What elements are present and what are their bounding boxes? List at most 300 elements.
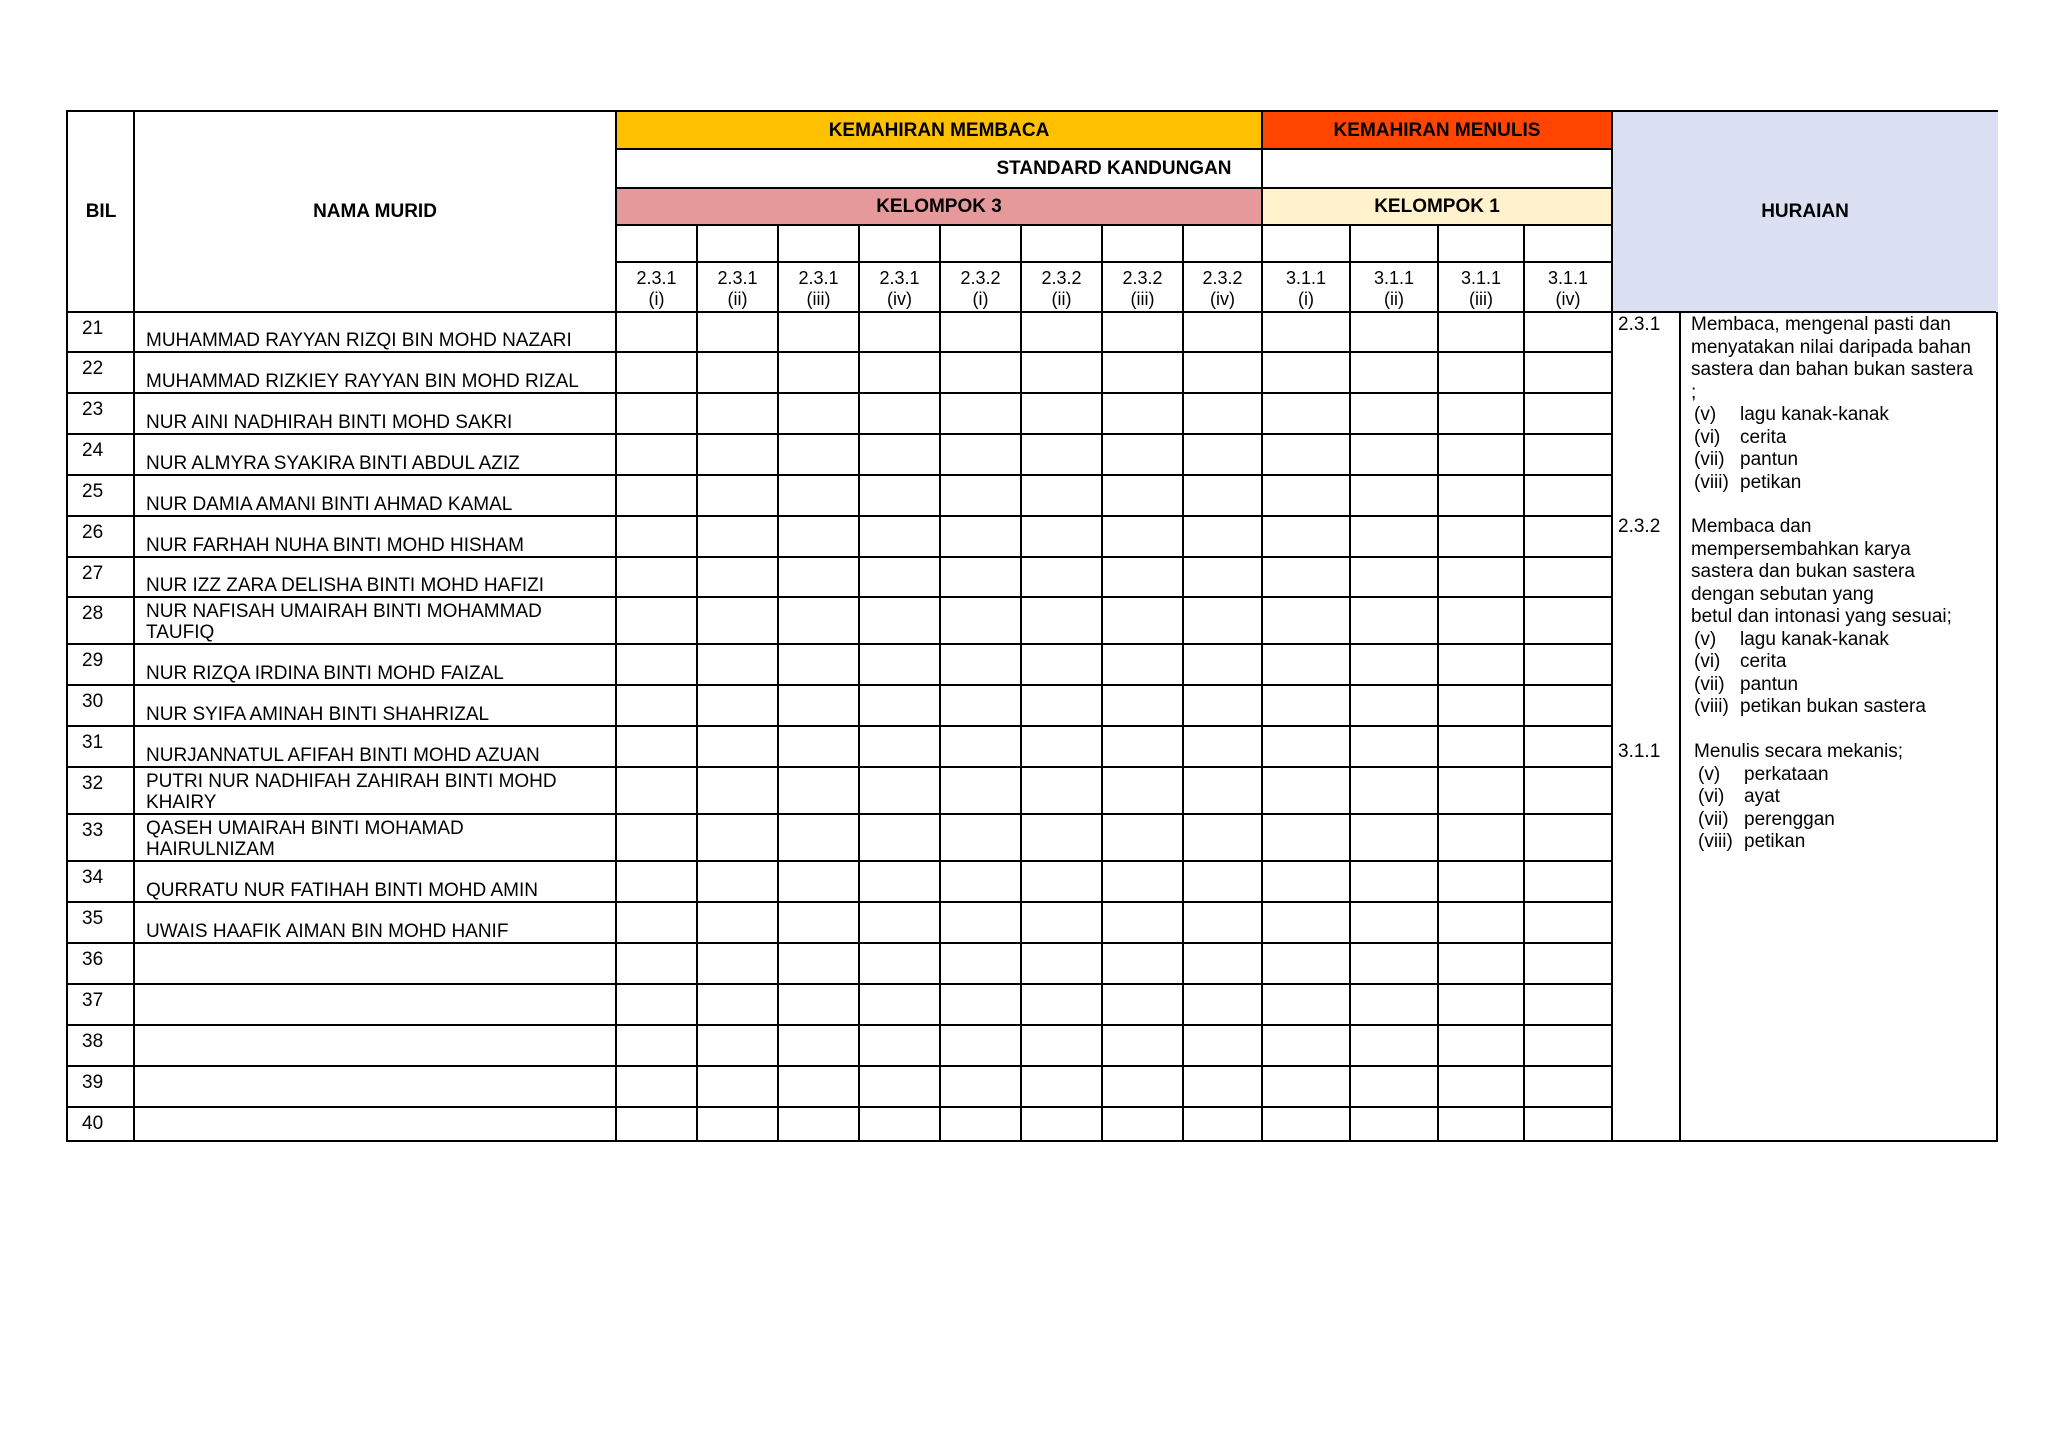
grid-line bbox=[68, 725, 1612, 727]
mark-cell[interactable] bbox=[1438, 1025, 1524, 1066]
mark-cell[interactable] bbox=[616, 861, 697, 902]
mark-cell[interactable] bbox=[1183, 1025, 1262, 1066]
mark-cell[interactable] bbox=[1438, 767, 1524, 814]
huraian-item-text: petikan bukan sastera bbox=[1740, 696, 1926, 717]
mark-cell[interactable] bbox=[778, 352, 859, 393]
student-name bbox=[146, 1066, 586, 1107]
mark-cell[interactable] bbox=[778, 312, 859, 352]
mark-cell[interactable] bbox=[778, 902, 859, 943]
mark-cell[interactable] bbox=[1262, 726, 1350, 767]
mark-cell[interactable] bbox=[1021, 1066, 1102, 1107]
mark-cell[interactable] bbox=[1183, 597, 1262, 644]
mark-cell[interactable] bbox=[1438, 434, 1524, 475]
mark-cell[interactable] bbox=[859, 434, 940, 475]
skill-column-header bbox=[1102, 262, 1183, 312]
mark-cell[interactable] bbox=[1102, 352, 1183, 393]
mark-cell[interactable] bbox=[1021, 516, 1102, 557]
mark-cell[interactable] bbox=[697, 644, 778, 685]
mark-cell[interactable] bbox=[940, 312, 1021, 352]
mark-cell[interactable] bbox=[1438, 1066, 1524, 1107]
mark-cell[interactable] bbox=[778, 557, 859, 597]
mark-cell[interactable] bbox=[1350, 434, 1438, 475]
mark-cell[interactable] bbox=[1262, 814, 1350, 861]
mark-cell[interactable] bbox=[859, 393, 940, 434]
mark-cell[interactable] bbox=[616, 393, 697, 434]
huraian-item-number: (vi) bbox=[1698, 786, 1725, 807]
mark-cell[interactable] bbox=[859, 767, 940, 814]
mark-cell[interactable] bbox=[859, 814, 940, 861]
mark-cell[interactable] bbox=[1183, 393, 1262, 434]
mark-cell[interactable] bbox=[778, 597, 859, 644]
skill-sub: (i) bbox=[972, 289, 989, 309]
mark-cell[interactable] bbox=[616, 516, 697, 557]
mark-cell[interactable] bbox=[1524, 1025, 1612, 1066]
mark-cell[interactable] bbox=[1262, 943, 1350, 984]
grid-line bbox=[68, 766, 1612, 768]
mark-cell[interactable] bbox=[697, 902, 778, 943]
mark-cell[interactable] bbox=[616, 943, 697, 984]
skill-code: 3.1.1 bbox=[1547, 268, 1589, 288]
mark-cell[interactable] bbox=[1262, 902, 1350, 943]
mark-cell[interactable] bbox=[1438, 597, 1524, 644]
mark-cell[interactable] bbox=[940, 1107, 1021, 1142]
mark-cell[interactable] bbox=[1102, 984, 1183, 1025]
mark-cell[interactable] bbox=[1021, 557, 1102, 597]
mark-cell[interactable] bbox=[940, 557, 1021, 597]
mark-cell[interactable] bbox=[1021, 685, 1102, 726]
mark-cell[interactable] bbox=[1021, 1025, 1102, 1066]
mark-cell[interactable] bbox=[1183, 902, 1262, 943]
mark-cell[interactable] bbox=[1350, 557, 1438, 597]
mark-cell[interactable] bbox=[616, 434, 697, 475]
huraian-text: menyatakan nilai daripada bahan bbox=[1691, 336, 1971, 358]
grid-line bbox=[68, 515, 1612, 517]
mark-cell[interactable] bbox=[1350, 943, 1438, 984]
mark-cell[interactable] bbox=[1102, 557, 1183, 597]
mark-cell[interactable] bbox=[1021, 861, 1102, 902]
huraian-item-number: (v) bbox=[1694, 404, 1717, 425]
skill-code: 2.3.2 bbox=[960, 268, 1001, 288]
mark-cell[interactable] bbox=[940, 943, 1021, 984]
mark-cell[interactable] bbox=[1102, 767, 1183, 814]
mark-cell[interactable] bbox=[1262, 475, 1350, 516]
mark-cell[interactable] bbox=[1438, 475, 1524, 516]
mark-cell[interactable] bbox=[1350, 902, 1438, 943]
mark-cell[interactable] bbox=[697, 1107, 778, 1142]
mark-cell[interactable] bbox=[1438, 312, 1524, 352]
skill-sub: (i) bbox=[1297, 289, 1314, 309]
mark-cell[interactable] bbox=[697, 814, 778, 861]
mark-cell[interactable] bbox=[940, 597, 1021, 644]
grid-line bbox=[696, 225, 698, 1140]
grid-line bbox=[616, 148, 1612, 150]
mark-cell[interactable] bbox=[859, 1107, 940, 1142]
mark-cell[interactable] bbox=[1183, 312, 1262, 352]
mark-cell[interactable] bbox=[1262, 644, 1350, 685]
mark-cell[interactable] bbox=[1021, 902, 1102, 943]
mark-cell[interactable] bbox=[940, 644, 1021, 685]
mark-cell[interactable] bbox=[1262, 1025, 1350, 1066]
mark-cell[interactable] bbox=[1262, 516, 1350, 557]
skill-column-header bbox=[697, 262, 778, 312]
mark-cell[interactable] bbox=[1524, 352, 1612, 393]
mark-cell[interactable] bbox=[1102, 1025, 1183, 1066]
mark-cell[interactable] bbox=[1183, 767, 1262, 814]
mark-cell[interactable] bbox=[940, 726, 1021, 767]
mark-cell[interactable] bbox=[1021, 312, 1102, 352]
huraian-item-number: (viii) bbox=[1694, 471, 1729, 493]
mark-cell[interactable] bbox=[697, 516, 778, 557]
huraian-item-number: (v) bbox=[1694, 628, 1717, 650]
mark-cell[interactable] bbox=[1183, 557, 1262, 597]
mark-cell[interactable] bbox=[1021, 475, 1102, 516]
mark-cell[interactable] bbox=[940, 1066, 1021, 1107]
mark-cell[interactable] bbox=[1524, 861, 1612, 902]
row-number: 39 bbox=[82, 1072, 104, 1093]
mark-cell[interactable] bbox=[1438, 726, 1524, 767]
mark-cell[interactable] bbox=[1438, 644, 1524, 685]
row-number: 25 bbox=[82, 481, 104, 502]
mark-cell[interactable] bbox=[1183, 943, 1262, 984]
mark-cell[interactable] bbox=[616, 685, 697, 726]
mark-cell[interactable] bbox=[940, 861, 1021, 902]
mark-cell[interactable] bbox=[1350, 352, 1438, 393]
mark-cell[interactable] bbox=[778, 767, 859, 814]
mark-cell[interactable] bbox=[1102, 597, 1183, 644]
mark-cell[interactable] bbox=[1438, 1107, 1524, 1142]
mark-cell[interactable] bbox=[778, 434, 859, 475]
mark-cell[interactable] bbox=[1524, 434, 1612, 475]
mark-cell[interactable] bbox=[1350, 1066, 1438, 1107]
mark-cell[interactable] bbox=[1262, 312, 1350, 352]
mark-cell[interactable] bbox=[1183, 644, 1262, 685]
mark-cell[interactable] bbox=[1524, 685, 1612, 726]
mark-cell[interactable] bbox=[859, 984, 940, 1025]
huraian-text: mempersembahkan karya bbox=[1691, 538, 1911, 560]
mark-cell[interactable] bbox=[1262, 434, 1350, 475]
mark-cell[interactable] bbox=[1524, 475, 1612, 516]
mark-cell[interactable] bbox=[616, 726, 697, 767]
mark-cell[interactable] bbox=[1350, 861, 1438, 902]
row-number: 23 bbox=[82, 399, 104, 420]
mark-cell[interactable] bbox=[1350, 984, 1438, 1025]
grid-line bbox=[133, 112, 135, 1140]
mark-cell[interactable] bbox=[1262, 557, 1350, 597]
mark-cell[interactable] bbox=[1438, 557, 1524, 597]
mark-cell[interactable] bbox=[697, 434, 778, 475]
skill-code: 2.3.1 bbox=[879, 268, 920, 288]
mark-cell[interactable] bbox=[778, 475, 859, 516]
grid-line bbox=[1679, 312, 1681, 1140]
mark-cell[interactable] bbox=[1102, 685, 1183, 726]
mark-cell[interactable] bbox=[940, 516, 1021, 557]
mark-cell[interactable] bbox=[778, 685, 859, 726]
mark-cell[interactable] bbox=[940, 393, 1021, 434]
mark-cell[interactable] bbox=[616, 984, 697, 1025]
huraian-item-text: ayat bbox=[1744, 786, 1780, 807]
mark-cell[interactable] bbox=[1350, 1025, 1438, 1066]
mark-cell[interactable] bbox=[859, 516, 940, 557]
mark-cell[interactable] bbox=[778, 984, 859, 1025]
mark-cell[interactable] bbox=[859, 726, 940, 767]
mark-cell[interactable] bbox=[1102, 644, 1183, 685]
mark-cell[interactable] bbox=[1183, 861, 1262, 902]
mark-cell[interactable] bbox=[697, 1066, 778, 1107]
mark-cell[interactable] bbox=[1350, 685, 1438, 726]
mark-cell[interactable] bbox=[697, 312, 778, 352]
mark-cell[interactable] bbox=[616, 767, 697, 814]
mark-cell[interactable] bbox=[616, 352, 697, 393]
row-number: 35 bbox=[82, 908, 104, 929]
mark-cell[interactable] bbox=[1524, 557, 1612, 597]
skill-sub: (i) bbox=[648, 289, 665, 309]
mark-cell[interactable] bbox=[1524, 644, 1612, 685]
mark-cell[interactable] bbox=[1021, 984, 1102, 1025]
kelompok-1-header: KELOMPOK 1 bbox=[1262, 188, 1612, 225]
mark-cell[interactable] bbox=[1021, 393, 1102, 434]
mark-cell[interactable] bbox=[1438, 861, 1524, 902]
grid-line bbox=[615, 112, 617, 1140]
mark-cell[interactable] bbox=[1102, 902, 1183, 943]
mark-cell[interactable] bbox=[616, 902, 697, 943]
mark-cell[interactable] bbox=[778, 1066, 859, 1107]
huraian-item-text: perkataan bbox=[1744, 763, 1829, 785]
row-number: 22 bbox=[82, 358, 104, 379]
mark-cell[interactable] bbox=[697, 475, 778, 516]
mark-cell[interactable] bbox=[1021, 814, 1102, 861]
student-name: NUR AINI NADHIRAH BINTI MOHD SAKRI bbox=[146, 412, 513, 433]
mark-cell[interactable] bbox=[1021, 352, 1102, 393]
grid-line bbox=[68, 1106, 1612, 1108]
mark-cell[interactable] bbox=[616, 597, 697, 644]
mark-cell[interactable] bbox=[697, 984, 778, 1025]
mark-cell[interactable] bbox=[1438, 984, 1524, 1025]
mark-cell[interactable] bbox=[697, 352, 778, 393]
student-name: QURRATU NUR FATIHAH BINTI MOHD AMIN bbox=[146, 880, 538, 901]
mark-cell[interactable] bbox=[1262, 1107, 1350, 1142]
mark-cell[interactable] bbox=[616, 312, 697, 352]
skill-code: 2.3.2 bbox=[1122, 268, 1163, 288]
mark-cell[interactable] bbox=[1350, 644, 1438, 685]
mark-cell[interactable] bbox=[859, 557, 940, 597]
mark-cell[interactable] bbox=[1183, 516, 1262, 557]
mark-cell[interactable] bbox=[1102, 726, 1183, 767]
skill-sub: (ii) bbox=[1051, 289, 1072, 309]
mark-cell[interactable] bbox=[1183, 434, 1262, 475]
mark-cell[interactable] bbox=[940, 475, 1021, 516]
mark-cell[interactable] bbox=[940, 902, 1021, 943]
mark-cell[interactable] bbox=[1262, 767, 1350, 814]
mark-cell[interactable] bbox=[940, 984, 1021, 1025]
mark-cell[interactable] bbox=[940, 352, 1021, 393]
mark-cell[interactable] bbox=[1183, 984, 1262, 1025]
mark-cell[interactable] bbox=[616, 475, 697, 516]
mark-cell[interactable] bbox=[940, 814, 1021, 861]
mark-cell[interactable] bbox=[859, 475, 940, 516]
mark-cell[interactable] bbox=[1350, 393, 1438, 434]
student-name: UWAIS HAAFIK AIMAN BIN MOHD HANIF bbox=[146, 921, 509, 942]
row-number: 38 bbox=[82, 1031, 104, 1052]
mark-cell[interactable] bbox=[616, 557, 697, 597]
mark-cell[interactable] bbox=[1183, 475, 1262, 516]
mark-cell[interactable] bbox=[1102, 943, 1183, 984]
mark-cell[interactable] bbox=[697, 557, 778, 597]
mark-cell[interactable] bbox=[697, 685, 778, 726]
grid-line bbox=[68, 351, 1612, 353]
mark-cell[interactable] bbox=[778, 814, 859, 861]
mark-cell[interactable] bbox=[1021, 597, 1102, 644]
mark-cell[interactable] bbox=[1262, 352, 1350, 393]
grid-line bbox=[68, 942, 1612, 944]
mark-cell[interactable] bbox=[616, 1025, 697, 1066]
skill-sub: (ii) bbox=[727, 289, 748, 309]
mark-cell[interactable] bbox=[778, 1025, 859, 1066]
mark-cell[interactable] bbox=[1350, 597, 1438, 644]
mark-cell[interactable] bbox=[1102, 312, 1183, 352]
mark-cell[interactable] bbox=[1183, 1107, 1262, 1142]
huraian-text: sastera dan bahan bukan sastera bbox=[1691, 359, 1974, 380]
grid-line bbox=[1020, 225, 1022, 1140]
mark-cell[interactable] bbox=[940, 1025, 1021, 1066]
row-number: 37 bbox=[82, 990, 104, 1011]
mark-cell[interactable] bbox=[1102, 475, 1183, 516]
student-name: NUR FARHAH NUHA BINTI MOHD HISHAM bbox=[146, 535, 524, 556]
mark-cell[interactable] bbox=[1021, 943, 1102, 984]
mark-cell[interactable] bbox=[697, 726, 778, 767]
mark-cell[interactable] bbox=[1524, 1107, 1612, 1142]
mark-cell[interactable] bbox=[1438, 902, 1524, 943]
mark-cell[interactable] bbox=[778, 516, 859, 557]
mark-cell[interactable] bbox=[859, 902, 940, 943]
mark-cell[interactable] bbox=[697, 943, 778, 984]
mark-cell[interactable] bbox=[778, 861, 859, 902]
mark-cell[interactable] bbox=[859, 685, 940, 726]
mark-cell[interactable] bbox=[859, 1025, 940, 1066]
mark-cell[interactable] bbox=[1524, 312, 1612, 352]
student-name bbox=[146, 1025, 586, 1066]
mark-cell[interactable] bbox=[859, 861, 940, 902]
mark-cell[interactable] bbox=[1524, 516, 1612, 557]
mark-cell[interactable] bbox=[1350, 312, 1438, 352]
mark-cell[interactable] bbox=[859, 597, 940, 644]
mark-cell[interactable] bbox=[697, 1025, 778, 1066]
mark-cell[interactable] bbox=[1524, 726, 1612, 767]
mark-cell[interactable] bbox=[1350, 1107, 1438, 1142]
mark-cell[interactable] bbox=[778, 1107, 859, 1142]
mark-cell[interactable] bbox=[859, 312, 940, 352]
mark-cell[interactable] bbox=[697, 861, 778, 902]
skill-column-header bbox=[1524, 262, 1612, 312]
grid-line bbox=[68, 596, 1612, 598]
mark-cell[interactable] bbox=[616, 1107, 697, 1142]
mark-cell[interactable] bbox=[940, 685, 1021, 726]
mark-cell[interactable] bbox=[1438, 685, 1524, 726]
mark-cell[interactable] bbox=[1102, 1107, 1183, 1142]
mark-cell[interactable] bbox=[1183, 814, 1262, 861]
row-number: 34 bbox=[82, 867, 104, 888]
mark-cell[interactable] bbox=[1262, 597, 1350, 644]
mark-cell[interactable] bbox=[1350, 814, 1438, 861]
row-number: 33 bbox=[82, 820, 104, 841]
mark-cell[interactable] bbox=[1350, 767, 1438, 814]
mark-cell[interactable] bbox=[1350, 475, 1438, 516]
mark-cell[interactable] bbox=[616, 1066, 697, 1107]
mark-cell[interactable] bbox=[1524, 902, 1612, 943]
mark-cell[interactable] bbox=[697, 767, 778, 814]
mark-cell[interactable] bbox=[1524, 767, 1612, 814]
mark-cell[interactable] bbox=[1102, 434, 1183, 475]
mark-cell[interactable] bbox=[1021, 726, 1102, 767]
mark-cell[interactable] bbox=[1183, 726, 1262, 767]
mark-cell[interactable] bbox=[1524, 597, 1612, 644]
mark-cell[interactable] bbox=[859, 352, 940, 393]
mark-cell[interactable] bbox=[1262, 984, 1350, 1025]
mark-cell[interactable] bbox=[1438, 943, 1524, 984]
mark-cell[interactable] bbox=[697, 597, 778, 644]
mark-cell[interactable] bbox=[1524, 943, 1612, 984]
mark-cell[interactable] bbox=[1438, 352, 1524, 393]
mark-cell[interactable] bbox=[859, 943, 940, 984]
mark-cell[interactable] bbox=[778, 943, 859, 984]
mark-cell[interactable] bbox=[1021, 767, 1102, 814]
mark-cell[interactable] bbox=[1524, 393, 1612, 434]
mark-cell[interactable] bbox=[1102, 393, 1183, 434]
mark-cell[interactable] bbox=[1524, 984, 1612, 1025]
mark-cell[interactable] bbox=[1438, 814, 1524, 861]
skill-column-header bbox=[1183, 262, 1262, 312]
mark-cell[interactable] bbox=[940, 434, 1021, 475]
mark-cell[interactable] bbox=[697, 393, 778, 434]
mark-cell[interactable] bbox=[1262, 393, 1350, 434]
mark-cell[interactable] bbox=[778, 726, 859, 767]
skill-column-header bbox=[940, 262, 1021, 312]
mark-cell[interactable] bbox=[1021, 1107, 1102, 1142]
mark-cell[interactable] bbox=[1102, 516, 1183, 557]
mark-cell[interactable] bbox=[1021, 644, 1102, 685]
mark-cell[interactable] bbox=[1102, 814, 1183, 861]
mark-cell[interactable] bbox=[1183, 352, 1262, 393]
grid-line bbox=[1349, 225, 1351, 1140]
mark-cell[interactable] bbox=[616, 814, 697, 861]
grid-line bbox=[616, 187, 1612, 189]
skill-sub: (iii) bbox=[806, 289, 831, 309]
bil-header: BIL bbox=[85, 201, 117, 222]
mark-cell[interactable] bbox=[1183, 1066, 1262, 1107]
huraian-code: 2.3.2 bbox=[1618, 516, 1661, 537]
mark-cell[interactable] bbox=[1262, 685, 1350, 726]
mark-cell[interactable] bbox=[1350, 516, 1438, 557]
mark-cell[interactable] bbox=[616, 644, 697, 685]
mark-cell[interactable] bbox=[940, 767, 1021, 814]
mark-cell[interactable] bbox=[1438, 393, 1524, 434]
mark-cell[interactable] bbox=[1524, 814, 1612, 861]
mark-cell[interactable] bbox=[859, 1066, 940, 1107]
mark-cell[interactable] bbox=[859, 644, 940, 685]
mark-cell[interactable] bbox=[1021, 434, 1102, 475]
mark-cell[interactable] bbox=[1350, 726, 1438, 767]
mark-cell[interactable] bbox=[1102, 861, 1183, 902]
huraian-item-text: perenggan bbox=[1744, 808, 1835, 830]
mark-cell[interactable] bbox=[1183, 685, 1262, 726]
mark-cell[interactable] bbox=[1102, 1066, 1183, 1107]
mark-cell[interactable] bbox=[1262, 1066, 1350, 1107]
huraian-header: HURAIAN bbox=[1612, 112, 1998, 312]
mark-cell[interactable] bbox=[778, 393, 859, 434]
mark-cell[interactable] bbox=[1262, 861, 1350, 902]
mark-cell[interactable] bbox=[778, 644, 859, 685]
mark-cell[interactable] bbox=[1438, 516, 1524, 557]
mark-cell[interactable] bbox=[1524, 1066, 1612, 1107]
